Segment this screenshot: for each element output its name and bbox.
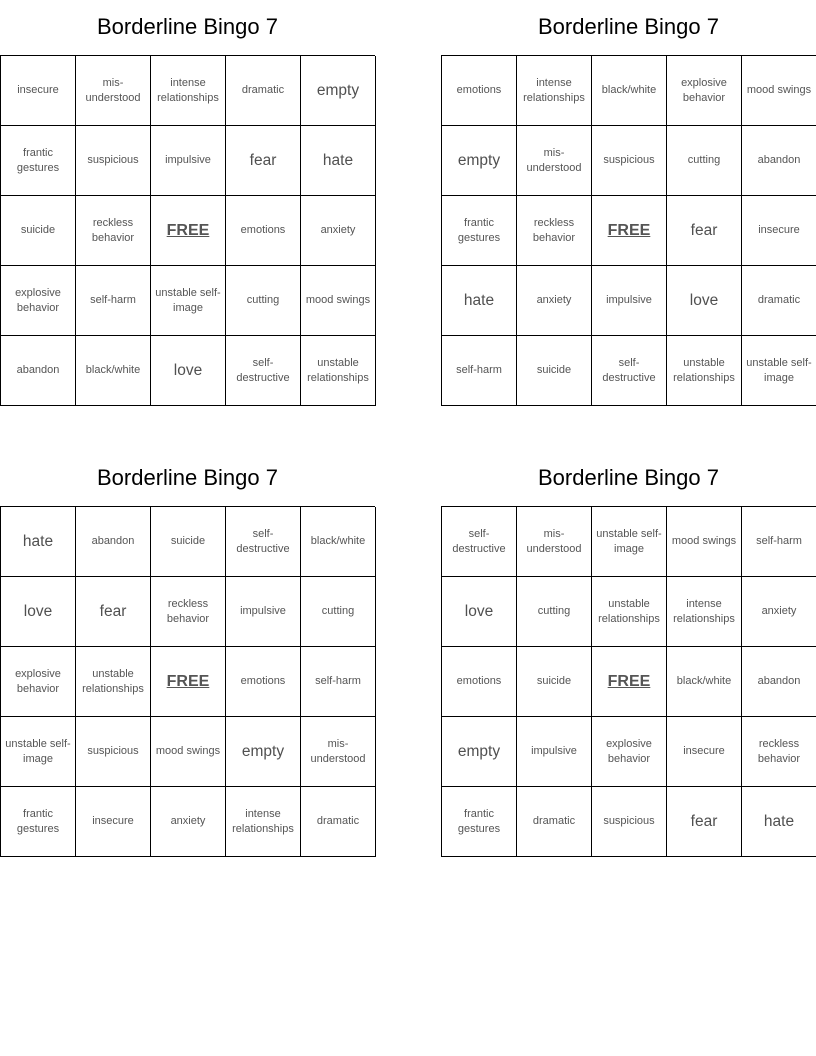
bingo-cell: dramatic: [226, 56, 301, 126]
bingo-cell: black/white: [76, 336, 151, 406]
bingo-card-1: [0, 10, 375, 406]
bingo-cell: suspicious: [592, 126, 667, 196]
bingo-cell: black/white: [667, 647, 742, 717]
bingo-grid: [441, 55, 816, 406]
bingo-cell: emotions: [442, 647, 517, 717]
bingo-cell: insecure: [667, 717, 742, 787]
bingo-cell: impulsive: [226, 577, 301, 647]
bingo-cell: intense relationships: [151, 56, 226, 126]
bingo-cell: self-destructive: [226, 507, 301, 577]
card-title: Borderline Bingo 7: [96, 14, 278, 39]
bingo-cell: abandon: [76, 507, 151, 577]
bingo-cell: suspicious: [76, 717, 151, 787]
bingo-cell: black/white: [301, 507, 376, 577]
bingo-cell: unstable self-image: [742, 336, 816, 406]
bingo-cell: self-harm: [76, 266, 151, 336]
bingo-cell: dramatic: [742, 266, 816, 336]
bingo-cell: empty: [442, 717, 517, 787]
bingo-card-4: [441, 461, 816, 857]
bingo-cell: explosive behavior: [667, 56, 742, 126]
bingo-cell: mis-understood: [517, 126, 592, 196]
bingo-grid: [0, 55, 375, 406]
bingo-card-3: [0, 461, 375, 857]
bingo-cell: intense relationships: [517, 56, 592, 126]
bingo-cell: cutting: [517, 577, 592, 647]
bingo-cell: explosive behavior: [1, 266, 76, 336]
bingo-cell: cutting: [667, 126, 742, 196]
bingo-cell: mis-understood: [517, 507, 592, 577]
bingo-cell: self-destructive: [442, 507, 517, 577]
bingo-cell: love: [442, 577, 517, 647]
bingo-cell: self-destructive: [226, 336, 301, 406]
bingo-cell: frantic gestures: [442, 787, 517, 857]
bingo-cell: love: [151, 336, 226, 406]
bingo-cell: insecure: [76, 787, 151, 857]
bingo-cell: intense relationships: [226, 787, 301, 857]
bingo-cell: explosive behavior: [1, 647, 76, 717]
bingo-cell: fear: [667, 196, 742, 266]
bingo-cell: reckless behavior: [517, 196, 592, 266]
bingo-cell: abandon: [1, 336, 76, 406]
bingo-cell: anxiety: [151, 787, 226, 857]
bingo-cell: emotions: [226, 647, 301, 717]
bingo-cell: empty: [226, 717, 301, 787]
bingo-cell: reckless behavior: [151, 577, 226, 647]
card-title: Borderline Bingo 7: [537, 14, 719, 39]
bingo-cell: mood swings: [667, 507, 742, 577]
bingo-cell: self-destructive: [592, 336, 667, 406]
bingo-cell: unstable self-image: [151, 266, 226, 336]
free-space: FREE: [592, 196, 667, 266]
bingo-cell: hate: [1, 507, 76, 577]
bingo-cell: mood swings: [301, 266, 376, 336]
bingo-cell: unstable relationships: [76, 647, 151, 717]
bingo-cell: impulsive: [592, 266, 667, 336]
bingo-cell: reckless behavior: [742, 717, 816, 787]
bingo-cell: unstable self-image: [592, 507, 667, 577]
bingo-cell: suspicious: [592, 787, 667, 857]
bingo-cell: self-harm: [742, 507, 816, 577]
bingo-cell: unstable relationships: [592, 577, 667, 647]
bingo-cell: suicide: [1, 196, 76, 266]
free-space: FREE: [151, 196, 226, 266]
bingo-grid: [441, 506, 816, 857]
bingo-cell: reckless behavior: [76, 196, 151, 266]
bingo-cell: anxiety: [742, 577, 816, 647]
bingo-cell: black/white: [592, 56, 667, 126]
bingo-cell: dramatic: [301, 787, 376, 857]
bingo-cell: suspicious: [76, 126, 151, 196]
bingo-card-2: [441, 10, 816, 406]
bingo-grid: [0, 506, 375, 857]
bingo-cell: impulsive: [517, 717, 592, 787]
free-space: FREE: [151, 647, 226, 717]
bingo-cell: frantic gestures: [1, 787, 76, 857]
bingo-cell: self-harm: [442, 336, 517, 406]
bingo-cell: mis-understood: [301, 717, 376, 787]
bingo-cell: fear: [667, 787, 742, 857]
card-title: Borderline Bingo 7: [537, 465, 719, 490]
bingo-cell: mis-understood: [76, 56, 151, 126]
bingo-cell: explosive behavior: [592, 717, 667, 787]
bingo-cell: self-harm: [301, 647, 376, 717]
bingo-cell: dramatic: [517, 787, 592, 857]
bingo-cell: abandon: [742, 126, 816, 196]
bingo-cell: cutting: [226, 266, 301, 336]
bingo-cell: insecure: [742, 196, 816, 266]
bingo-cell: suicide: [517, 336, 592, 406]
bingo-cell: insecure: [1, 56, 76, 126]
bingo-cell: mood swings: [742, 56, 816, 126]
bingo-cell: abandon: [742, 647, 816, 717]
bingo-cell: hate: [742, 787, 816, 857]
bingo-cell: suicide: [151, 507, 226, 577]
bingo-cell: anxiety: [301, 196, 376, 266]
bingo-cell: unstable relationships: [667, 336, 742, 406]
bingo-cell: fear: [226, 126, 301, 196]
bingo-cell: empty: [442, 126, 517, 196]
free-space: FREE: [592, 647, 667, 717]
bingo-cell: impulsive: [151, 126, 226, 196]
bingo-cell: anxiety: [517, 266, 592, 336]
bingo-cell: love: [1, 577, 76, 647]
bingo-cell: frantic gestures: [1, 126, 76, 196]
bingo-cell: love: [667, 266, 742, 336]
bingo-cell: unstable self-image: [1, 717, 76, 787]
bingo-cell: cutting: [301, 577, 376, 647]
bingo-cell: empty: [301, 56, 376, 126]
bingo-cell: unstable relationships: [301, 336, 376, 406]
bingo-cell: mood swings: [151, 717, 226, 787]
bingo-cell: hate: [301, 126, 376, 196]
bingo-cell: suicide: [517, 647, 592, 717]
bingo-cell: hate: [442, 266, 517, 336]
bingo-cell: emotions: [226, 196, 301, 266]
card-title: Borderline Bingo 7: [96, 465, 278, 490]
bingo-cell: fear: [76, 577, 151, 647]
bingo-cell: intense relationships: [667, 577, 742, 647]
bingo-cell: emotions: [442, 56, 517, 126]
bingo-cell: frantic gestures: [442, 196, 517, 266]
